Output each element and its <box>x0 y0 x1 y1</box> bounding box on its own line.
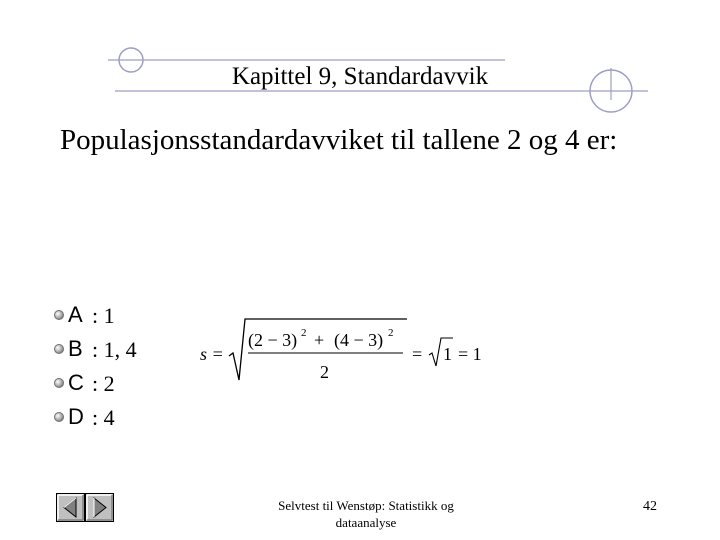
option-letter: A <box>68 302 83 327</box>
formula-equals: = <box>412 344 423 364</box>
formula-plus: + <box>314 330 325 350</box>
bullet-icon <box>54 378 64 388</box>
bullet-icon <box>54 344 64 354</box>
forward-button[interactable] <box>85 493 114 522</box>
bullet-icon <box>54 310 64 320</box>
formula-term-1: (2 − 3) <box>248 330 298 350</box>
back-button[interactable] <box>56 493 85 522</box>
slide-title: Kapittel 9, Standardavvik <box>231 63 489 90</box>
std-dev-formula <box>198 316 498 388</box>
option-letter: B <box>68 336 83 361</box>
option-text: : 1 <box>92 303 115 328</box>
option-text: : 1, 4 <box>92 337 137 362</box>
formula-lhs: s = <box>200 344 224 364</box>
question-text: Populasjonsstandardavviket til tallene 2 og 4 er: <box>60 124 618 156</box>
option-letter: D <box>68 404 84 429</box>
formula-exponent-1: 2 <box>301 327 307 339</box>
formula-radicand: 1 <box>443 344 452 364</box>
formula-term-2: (4 − 3) <box>334 330 384 350</box>
option-text: : 2 <box>92 371 115 396</box>
formula-denominator: 2 <box>320 362 329 382</box>
option-text: : 4 <box>92 405 115 430</box>
formula-exponent-2: 2 <box>388 327 394 339</box>
option-letter: C <box>68 370 84 395</box>
formula-result: = 1 <box>458 344 482 364</box>
footer-text: Selvtest til Wenstøp: Statistikk og dataanalyse <box>278 498 454 530</box>
bullet-icon <box>54 412 64 422</box>
page-number: 42 <box>643 499 657 514</box>
